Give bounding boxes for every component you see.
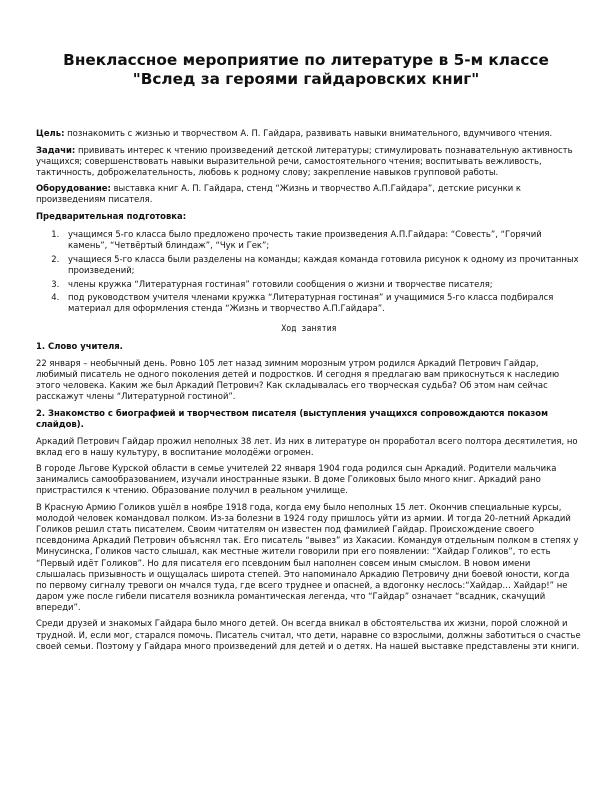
section1-heading: 1. Слово учителя. xyxy=(36,341,123,352)
equipment-text: выставка книг А. П. Гайдара, стенд “Жизнь и творчество А.П.Гайдара”, детские рисунки к произведениям писателя. xyxy=(36,183,522,205)
list-item: 4. под руководством учителя членами кружка “Литературная гостиная” и учащимися 5-го класса подбирался материал для оформления стенда “Жизнь и творчество А.П.Гайдара”. xyxy=(62,292,582,314)
equipment-paragraph xyxy=(36,183,582,205)
title-line-1: Внеклассное мероприятие по литературе в 5-м классе xyxy=(63,51,549,69)
course-heading: Ход занятия xyxy=(281,323,337,334)
tasks-label: Задачи: xyxy=(36,144,76,155)
preparation-heading: Предварительная подготовка: xyxy=(36,211,187,222)
tasks-text: прививать интерес к чтению произведений детской литературы; стимулировать познавательную активность учащихся; совершенствовать навыки выразительной речи, самостоятельного чтения; воспитывать вежливость, тактичность, доброжелательность, любовь к родному слову; закрепление навыков групповой работы. xyxy=(36,144,573,177)
list-item: 2. учащиеся 5-го класса были разделены на команды; каждая команда готовила рисунок к одному из прочитанных произведений; xyxy=(62,254,582,276)
section2-heading: 2. Знакомство с биографией и творчеством писателя (выступления учащихся сопровождаются показом слайдов). xyxy=(36,407,548,429)
goal-text: познакомить с жизнью и творчеством А. П. Гайдара, развивать навыки внимательного, вдумчивого чтения. xyxy=(64,128,553,138)
tasks-paragraph xyxy=(36,145,582,178)
section2-paragraph: Среди друзей и знакомых Гайдара было много детей. Он всегда вникал в обстоятельства их жизни, порой сложной и трудной. И, если мог, старался помочь. Писатель считал, что дети, наравне со взрослыми, должны заботиться о счастье своей семьи. Поэтому у Гайдара много произведений для детей и о детях. На нашей выставке представлены эти книги. xyxy=(36,618,581,651)
list-item: 1. учащимся 5-го класса было предложено прочесть такие произведения А.П.Гайдара: “Совесть”, “Горячий камень”, “Четвёртый блиндаж”, “Чук и Гек”; xyxy=(62,229,582,251)
section2-paragraph: В городе Льгове Курской области в семье учителей 22 января 1904 года родился сын Аркадий. Родители мальчика занимались самообразованием, изучали иностранные языки. В доме Голиковых было много книг. Аркадий рано пристрастился к чтению. Образование получил в реальном училище. xyxy=(36,463,557,496)
goal-paragraph xyxy=(36,128,582,139)
title-line-2: "Вслед за героями гайдаровских книг" xyxy=(132,70,480,88)
section2-paragraph: В Красную Армию Голиков ушёл в ноябре 1918 года, когда ему было неполных 15 лет. Окончив специальные курсы, молодой человек командовал полком. Из-за болезни в 1924 году пришлось уйти из армии. И тогда 20-летний Аркадий Голиков решил стать писателем. Своим читателям он известен под фамилией Гайдар. Происхождение своего псевдонима Аркадий Петрович объяснял так. Его писатель “вывез” из Хакасии. Командуя отдельным полком в степях у Минусинска, Голиков часто слышал, как местные жители говорили при его появлении: “Хайдар Голиков”, то есть “Первый идёт Голиков”. Но для писателя его псевдоним был наполнен совсем иным смыслом. В новом имени слышалась призывность и ощущалась широта степей. Это напоминало Аркадию Петровичу дни боевой юности, когда по первому сигналу тревоги он мчался туда, где всего труднее и опасней, а вдогонку неслось:“Хайдар… Хайдар!” не даром уже после гибели писателя возникла романтическая легенда, что “Гайдар” означает “всадник, скачущий впереди”. xyxy=(36,502,579,612)
document-body xyxy=(36,128,582,657)
goal-label: Цель: xyxy=(36,128,65,138)
equipment-label: Оборудование: xyxy=(36,183,111,194)
section1-text: 22 января – необычный день. Ровно 105 лет назад зимним морозным утром родился Аркадий Петрович Гайдар, любимый писатель не одного поколения детей и подростков. И сегодня я предлагаю вам прикоснуться к наследию этого человека. Каким же был Аркадий Петрович? Как складывалась его творческая судьба? Об этом нам сейчас расскажут члены “Литературной гостиной”. xyxy=(36,358,560,402)
list-item: 3. члены кружка “Литературная гостиная” готовили сообщения о жизни и творчестве писателя; xyxy=(62,279,582,290)
document-title xyxy=(0,51,612,89)
preparation-list xyxy=(36,229,582,314)
section2-paragraph: Аркадий Петрович Гайдар прожил неполных 38 лет. Из них в литературе он проработал всего полтора десятилетия, но вклад его в нашу культуру, в воспитание молодёжи огромен. xyxy=(36,435,578,457)
